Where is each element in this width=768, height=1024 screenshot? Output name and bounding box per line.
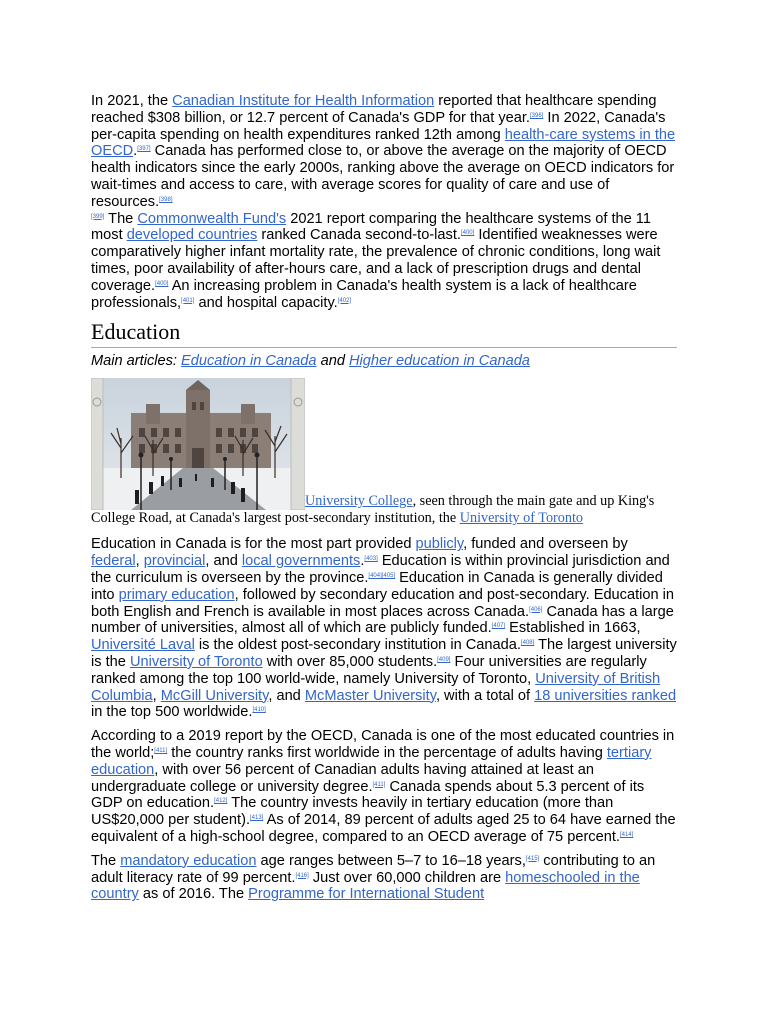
text: The country invests heavily in tertiary education (more than US$20,000 per student). <box>91 795 614 829</box>
citation-link[interactable]: [397] <box>137 146 151 153</box>
text: Established in 1663, <box>505 620 641 637</box>
text: , and <box>268 687 305 704</box>
citation-403[interactable] <box>364 556 377 562</box>
citation-link[interactable]: [403] <box>364 556 378 563</box>
text: Canada has performed close to, or above the average on the majority of OECD health indicators since the early 2000s, ranking above the average on OECD indicators for wait-times and access to care, with average scores for quality of care and use of resources. <box>91 143 675 210</box>
citation-link[interactable]: [409] <box>437 656 451 663</box>
text: As of 2014, 89 percent of adults aged 25 to 64 have earned the equivalent of a high-school degree, compared to an OECD average of 75 percent. <box>91 812 676 845</box>
text: , followed by secondary education and post-secondary. Education in both English and French is available in most places across Canada. <box>91 586 675 620</box>
link-university-of-toronto[interactable]: University of Toronto <box>129 653 263 670</box>
link-publicly[interactable]: publicly <box>415 536 464 553</box>
link-university-of-toronto-caption[interactable]: University of Toronto <box>459 510 584 527</box>
citation-406[interactable] <box>529 607 542 613</box>
citation-397[interactable] <box>137 146 150 152</box>
text: The <box>104 210 138 227</box>
citation-399[interactable] <box>91 214 104 220</box>
citation-link[interactable]: [416] <box>295 872 309 879</box>
citation-398[interactable] <box>159 197 172 203</box>
caption-text: , seen through the main gate and up King's College Road, at Canada's largest post-secondary institution, the <box>91 493 655 527</box>
text: . <box>360 553 365 570</box>
hatnote-and: and <box>316 353 349 370</box>
link-developed-countries[interactable]: developed countries <box>126 227 258 244</box>
text: ranked Canada second-to-last. <box>257 227 461 244</box>
citation-400b[interactable] <box>155 281 168 287</box>
text: Education is within provincial jurisdiction and the curriculum is overseen by the province. <box>91 553 670 586</box>
link-commonwealth-fund[interactable]: Commonwealth Fund's <box>137 210 287 227</box>
link-mcgill-university[interactable]: McGill University <box>160 687 269 704</box>
citation-link[interactable]: [410] <box>252 707 266 714</box>
citation-404-405[interactable] <box>368 573 395 579</box>
citation-link[interactable]: [396] <box>529 112 544 119</box>
text: Just over 60,000 children are <box>308 869 506 886</box>
citation-link[interactable]: [411] <box>372 781 386 788</box>
paragraph-education-overview <box>91 536 677 721</box>
text: as of 2016. The <box>138 886 249 903</box>
paragraph-oecd-education <box>91 728 677 846</box>
link-federal[interactable]: federal <box>91 553 136 570</box>
citation-link[interactable]: [415] <box>525 855 540 862</box>
citation-link[interactable]: [406] <box>529 606 543 613</box>
text: with over 85,000 students. <box>262 653 438 670</box>
link-higher-education-in-canada[interactable]: Higher education in Canada <box>349 353 530 370</box>
citation-401[interactable] <box>181 298 194 304</box>
citation-411b[interactable] <box>373 782 386 788</box>
citation-link[interactable]: [408] <box>520 640 535 647</box>
text: 2021 report comparing the healthcare systems of the 11 most <box>91 210 651 244</box>
text: In 2021, the <box>91 93 173 109</box>
text: age ranges between 5–7 to 16–18 years, <box>256 852 526 869</box>
text: , <box>152 687 161 704</box>
figure-university-college <box>91 378 677 527</box>
citation-link[interactable]: [398] <box>159 196 173 203</box>
citation-396[interactable] <box>530 113 543 119</box>
citation-402[interactable] <box>338 298 351 304</box>
text: The largest university is the <box>91 637 677 670</box>
link-primary-education[interactable]: primary education <box>118 586 235 603</box>
citation-400[interactable] <box>461 230 474 236</box>
text: Identified weaknesses were comparatively higher infant mortality rate, the prevalence of chronic conditions, long wait times, poor availability of after-hours care, and a lack of prescription drugs and dental coverage. <box>91 227 661 294</box>
text: , with over 56 percent of Canadian adults having attained at least an undergraduate college or university degree. <box>91 761 595 795</box>
citation-link[interactable]: [412] <box>214 798 228 805</box>
paragraph-healthcare-spending <box>91 93 677 311</box>
citation-410[interactable] <box>252 707 265 713</box>
photo-illustration <box>91 378 305 510</box>
citation-409[interactable] <box>437 657 450 663</box>
text: , <box>135 553 144 570</box>
citation-link[interactable]: [413] <box>250 815 264 822</box>
link-homeschooled-in-the-country[interactable]: homeschooled in the country <box>91 869 640 903</box>
link-university-of-british-columbia[interactable]: University of British Columbia <box>91 670 661 704</box>
text: Canada spends about 5.3 percent of its GDP on education. <box>91 778 645 812</box>
text: The <box>91 852 121 869</box>
link-universite-laval[interactable]: Université Laval <box>91 637 195 654</box>
link-tertiary-education[interactable]: tertiary education <box>91 744 652 778</box>
text: . <box>133 143 138 160</box>
citation-link[interactable]: [414] <box>619 831 634 838</box>
text: According to a 2019 report by the OECD, Canada is one of the most educated countries in the world; <box>91 728 675 761</box>
citation-412[interactable] <box>214 798 227 804</box>
section-heading-education: Education <box>91 319 677 348</box>
citation-407[interactable] <box>492 623 505 629</box>
citation-link[interactable]: [401] <box>181 297 195 304</box>
link-local-governments[interactable]: local governments <box>241 553 361 570</box>
text: In 2022, Canada's per-capita spending on health expenditures ranked 12th among <box>91 109 666 143</box>
citation-link[interactable]: [400] <box>155 280 169 287</box>
citation-414[interactable] <box>620 832 633 838</box>
citation-408[interactable] <box>521 640 534 646</box>
link-university-college[interactable]: University College <box>305 493 413 510</box>
text: Canada has a large number of universities, almost all of which are publicly funded. <box>91 603 674 637</box>
link-education-in-canada[interactable]: Education in Canada <box>181 353 317 370</box>
link-mandatory-education[interactable]: mandatory education <box>120 852 257 869</box>
article-body <box>91 93 677 903</box>
link-programme-for-international-student[interactable]: Programme for International Student <box>248 886 485 903</box>
text: contributing to an adult literacy rate of 99 percent. <box>91 852 656 886</box>
hatnote-prefix: Main articles: <box>91 353 182 370</box>
text: and hospital capacity. <box>194 294 338 311</box>
citation-link[interactable]: [404][405] <box>368 572 396 579</box>
citation-link[interactable]: [400] <box>460 230 475 237</box>
citation-413[interactable] <box>250 815 263 821</box>
citation-link[interactable]: [407] <box>491 623 506 630</box>
text: Four universities are regularly ranked among the top 100 world-wide, namely University of Toronto, <box>91 653 647 687</box>
link-canadian-institute-for-health-information[interactable]: Canadian Institute for Health Information <box>172 93 435 109</box>
text: Education in Canada is for the most part provided <box>91 536 416 553</box>
university-college-photo[interactable] <box>91 378 305 510</box>
text: in the top 500 worldwide. <box>91 704 253 721</box>
citation-415[interactable] <box>526 856 539 862</box>
citation-411[interactable] <box>154 748 167 754</box>
text: the country ranks first worldwide in the percentage of adults having <box>167 744 607 761</box>
hatnote-main-articles <box>91 352 677 370</box>
text: Education in Canada is generally divided into <box>91 569 663 603</box>
paragraph-mandatory-education <box>91 853 677 903</box>
link-mcmaster-university[interactable]: McMaster University <box>304 687 436 704</box>
link-18-universities-ranked[interactable]: 18 universities ranked <box>534 687 677 704</box>
citation-link[interactable]: [402] <box>337 297 352 304</box>
citation-link[interactable]: [399] <box>91 213 105 220</box>
link-health-care-systems-oecd[interactable]: health-care systems in the OECD <box>91 126 676 160</box>
text: , and <box>205 553 242 570</box>
text: , funded and overseen by <box>463 536 628 553</box>
citation-416[interactable] <box>295 873 308 879</box>
text: , with a total of <box>435 687 535 704</box>
link-provincial[interactable]: provincial <box>143 553 206 570</box>
text: An increasing problem in Canada's health system is a lack of healthcare professionals, <box>91 277 637 311</box>
text: is the oldest post-secondary institution in Canada. <box>194 637 521 654</box>
citation-link[interactable]: [411] <box>154 747 168 754</box>
text: reported that healthcare spending reached $308 billion, or 12.7 percent of Canada's GDP for that year. <box>91 93 657 126</box>
